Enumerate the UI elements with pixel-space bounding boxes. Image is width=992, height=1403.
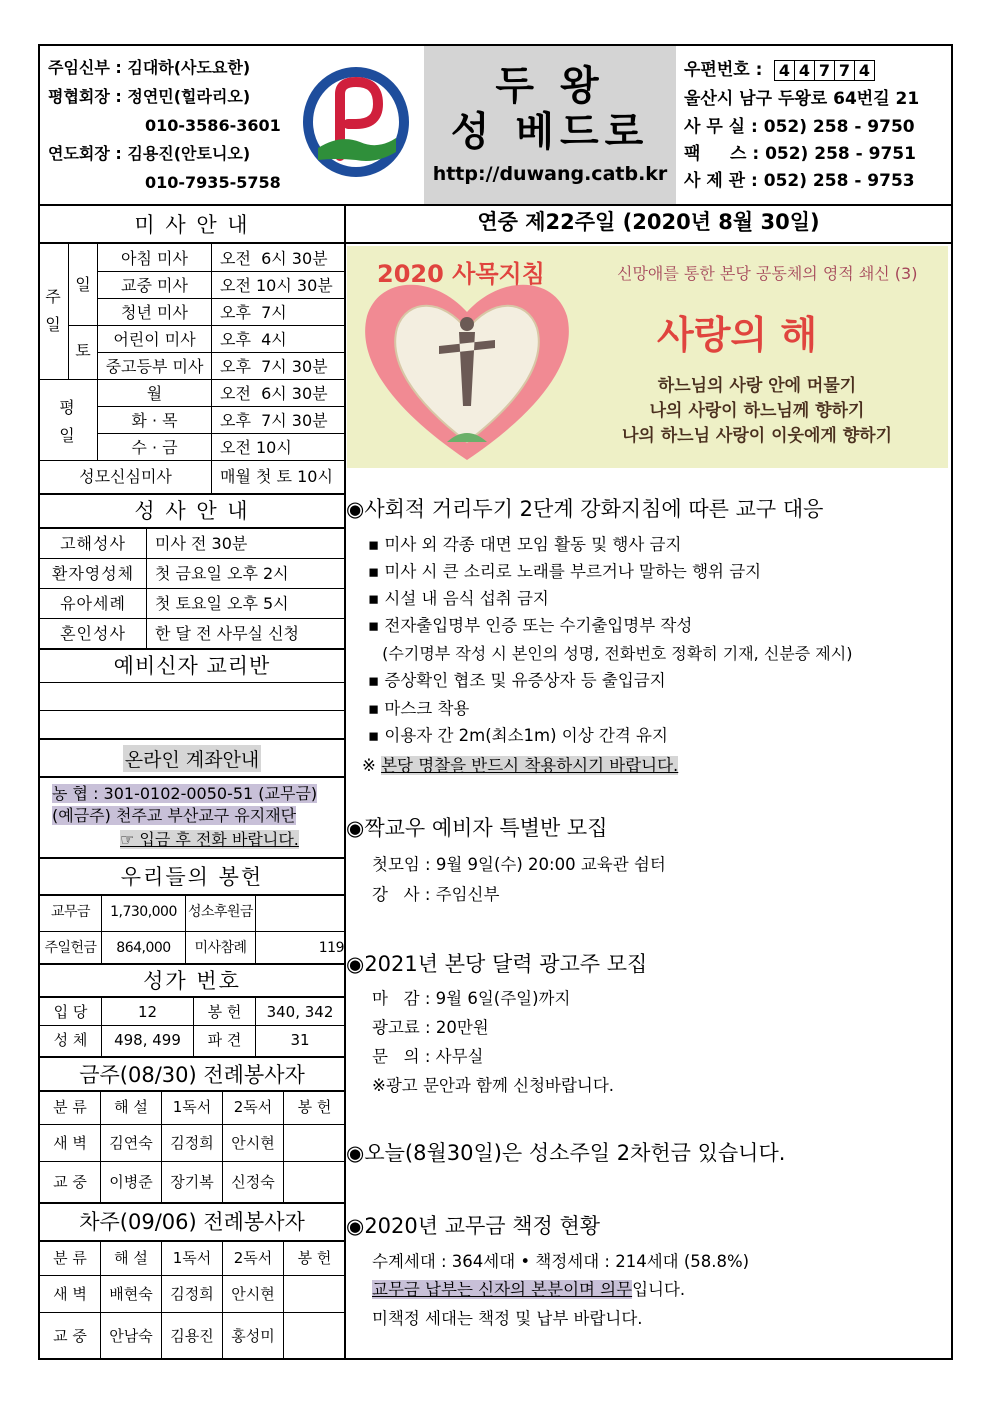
server-cell [284,1162,345,1203]
mass-time: 오전 6시 30분 [220,383,328,403]
banner-line3: 나의 하느님 사랑이 이웃에게 향하기 [621,426,892,446]
notice-5-line: 수계세대 : 364세대 • 책정세대 : 214세대 (58.8%) [372,1252,750,1271]
office-phone: 사 무 실 : 052) 258 - 9750 [684,117,915,137]
notice-1-line: ▪ 증상확인 협조 및 유증상자 등 출입금지 [368,671,666,690]
sacrament-name: 유아세례 [60,593,126,613]
mass-time: 오후 4시 [220,329,287,349]
server-cell: 홍성미 [231,1327,275,1345]
notice-5-duty: 교무금 납부는 신자의 본분이며 의무입니다. [372,1280,686,1299]
mass-name: 중고등부 미사 [105,356,204,376]
weekday-label: 평 일 [59,398,75,445]
offering-cell: 미사참례 [194,939,247,956]
sacrament-name: 환자영성체 [51,563,135,583]
server-cell: 1독서 [172,1248,212,1267]
pastor-line: 주임신부 : 김대하(사도요한) [48,58,251,77]
notice-1-line: ▪ 시설 내 음식 섭취 금지 [368,589,549,608]
notice-1-note: ※ 본당 명찰을 반드시 착용하시기 바랍니다. [362,756,679,775]
zip-digit: 7 [834,60,855,81]
notice-2-line: 첫모임 : 9월 9일(수) 20:00 교육관 쉼터 [372,855,666,874]
mass-name: 청년 미사 [121,302,188,322]
hymn-cell: 파 견 [207,1030,242,1049]
banner-left: 2020 사목지침 [377,260,545,288]
row-divider [98,298,345,299]
offering-cell: 교무금 [50,903,91,920]
hymn-cell: 입 당 [53,1002,88,1021]
server-cell: 해 설 [114,1248,148,1267]
offering-cell [256,896,344,927]
mass-time: 오전 10시 30분 [220,275,333,295]
mass-time: 오후 7시 30분 [220,356,328,376]
server-cell: 신정숙 [231,1173,275,1191]
zip-digit: 4 [794,60,815,81]
row-divider [98,271,345,272]
server-cell: 봉 헌 [297,1098,332,1116]
council-phone: 010-3586-3601 [145,116,281,135]
sun-label: 일 [75,275,91,294]
zip-label: 우편번호 : [684,60,763,80]
server-cell: 2독서 [233,1098,273,1116]
server-cell: 2독서 [233,1248,273,1267]
server-cell: 분 류 [53,1248,87,1267]
parish-title-2: 성 베드로 [450,109,650,155]
mass-name: 어린이 미사 [113,329,196,349]
mass-time: 오전 10시 [220,437,292,457]
mass-name: 교중 미사 [121,275,188,295]
notice-1-heading: ◉사회적 거리두기 2단계 강화지침에 따른 교구 대응 [346,497,824,521]
server-cell: 1독서 [172,1098,212,1116]
mass-title: 미 사 안 내 [134,213,250,237]
account-holder: (예금주) 천주교 부산교구 유지재단 [52,806,297,825]
account-note: ☞ 입금 후 전화 바랍니다. [120,830,299,849]
account-number: 농 협 : 301-0102-0050-51 (교무금) [52,784,318,803]
server-cell: 안시현 [231,1133,275,1152]
server-cell: 안남숙 [109,1327,153,1345]
offering-cell: 주일헌금 [44,939,97,956]
zip-code [775,60,875,81]
notice-1-line: ▪ 미사 시 큰 소리로 노래를 부르거나 말하는 행위 금지 [368,562,762,581]
sacraments-title: 성 사 안 내 [134,499,250,523]
offering-cell: 성소후원금 [187,903,254,920]
banner-sub: 신망애를 통한 본당 공동체의 영적 쇄신 (3) [617,264,918,283]
notice-3-heading: ◉2021년 본당 달력 광고주 모집 [346,952,648,976]
hymn-cell: 340, 342 [266,1002,334,1021]
devotion-mass-time: 매월 첫 토 10시 [220,467,333,486]
server-cell: 새 벽 [53,1133,87,1152]
fax-number: 팩 스 : 052) 258 - 9751 [684,144,916,164]
notice-1-line: ▪ 마스크 착용 [368,699,470,718]
catechumen-title: 예비신자 교리반 [113,654,271,678]
row-divider [98,352,345,353]
sunday-label: 주 일 [45,287,61,334]
mass-name: 아침 미사 [121,248,188,268]
zip-digit: 4 [774,60,795,81]
server-cell: 김정희 [170,1284,214,1303]
mass-time: 오전 6시 30분 [220,248,328,268]
hymn-cell: 12 [137,1002,158,1021]
server-cell: 교 중 [53,1173,87,1191]
sacrament-value: 한 달 전 사무실 신청 [155,623,299,643]
week-title: 연중 제22주일 (2020년 8월 30일) [477,210,820,234]
server-cell: 장기복 [170,1173,214,1191]
council-line: 평협회장 : 정연민(힐라리오) [48,87,251,106]
parish-url[interactable]: http://duwang.catb.kr [432,163,668,185]
sat-label: 토 [75,341,91,360]
sacrament-name: 혼인성사 [60,623,126,643]
sacrament-value: 첫 금요일 오후 2시 [155,563,289,583]
address: 울산시 남구 두왕로 64번길 21 [684,89,920,109]
hymn-title: 성가 번호 [143,969,241,993]
account-title-wrap [40,740,344,776]
server-cell: 김연숙 [109,1133,153,1152]
league-phone: 010-7935-5758 [145,173,281,192]
notice-2-heading: ◉짝교우 예비자 특별반 모집 [346,816,608,840]
server-cell: 김용진 [170,1327,214,1345]
sacrament-value: 첫 토요일 오후 5시 [155,593,289,613]
server-cell [284,1313,345,1360]
notice-3-line: 문 의 : 사무실 [372,1047,484,1066]
hymn-cell: 성 체 [53,1030,88,1049]
pastoral-banner [347,246,948,468]
devotion-mass-name: 성모신심미사 [79,467,172,486]
row-divider [40,588,345,589]
notice-4-heading: ◉오늘(8월30일)은 성소주일 2차헌금 있습니다. [346,1141,786,1165]
offering-cell: 864,000 [116,939,171,956]
server-cell [284,1276,345,1312]
parish-title-1: 두 왕 [495,63,605,109]
banner-line2: 나의 사랑이 하느님께 향하기 [649,401,865,421]
server-cell: 교 중 [53,1327,87,1345]
row-divider [40,558,345,559]
servers-next-title: 차주(09/06) 전례봉사자 [79,1210,305,1234]
row-divider [98,406,345,407]
notice-1-line: (수기명부 작성 시 본인의 성명, 전화번호 정확히 기재, 신분증 제시) [372,644,853,663]
mass-time: 오후 7시 [220,302,287,322]
server-cell: 이병준 [109,1173,153,1191]
notice-3-line: 광고료 : 20만원 [372,1018,489,1037]
notice-1-line: ▪ 전자출입명부 인증 또는 수기출입명부 작성 [368,616,693,635]
rectory-phone: 사 제 관 : 052) 258 - 9753 [684,171,915,191]
server-cell: 새 벽 [53,1284,87,1303]
account-title: 온라인 계좌안내 [123,745,262,772]
parish-logo-icon [300,64,412,182]
server-cell: 안시현 [231,1284,275,1303]
sacrament-value: 미사 전 30분 [155,533,248,553]
offering-cell: 119 [318,939,344,956]
server-cell: 김정희 [170,1133,214,1152]
notice-5-heading: ◉2020년 교무금 책정 현황 [346,1214,601,1238]
server-cell: 분 류 [53,1098,87,1116]
notice-3-line: 마 감 : 9월 6일(주일)까지 [372,989,571,1008]
notice-1-line: ▪ 미사 외 각종 대면 모임 활동 및 행사 금지 [368,535,682,554]
sacrament-name: 고해성사 [60,533,126,553]
mass-time: 오후 7시 30분 [220,410,328,430]
server-cell: 해 설 [114,1098,148,1116]
notice-2-line: 강 사 : 주임신부 [372,885,500,904]
server-cell: 배현숙 [109,1284,153,1303]
row-divider [98,433,345,434]
servers-this-title: 금주(08/30) 전례봉사자 [79,1062,305,1087]
mass-name: 화 · 목 [131,410,178,430]
row-divider [40,618,345,619]
server-cell [284,1125,345,1161]
league-line: 연도회장 : 김용진(안토니오) [48,144,251,163]
offering-cell: 1,730,000 [110,903,177,920]
notice-1-line: ▪ 이용자 간 2m(최소1m) 이상 간격 유지 [368,726,668,745]
notice-5-last: 미책정 세대는 책정 및 납부 바랍니다. [372,1309,643,1328]
hymn-cell: 봉 헌 [207,1002,242,1021]
banner-main: 사랑의 해 [657,313,818,357]
notice-3-line: ※광고 문안과 함께 신청바랍니다. [372,1076,615,1095]
mass-name: 수 · 금 [131,437,178,457]
offering-title: 우리들의 봉헌 [120,865,264,889]
hymn-cell: 498, 499 [114,1030,181,1049]
server-cell: 봉 헌 [297,1248,332,1267]
hymn-cell: 31 [290,1030,310,1049]
zip-digit: 4 [854,60,875,81]
zip-digit: 7 [814,60,835,81]
mass-name: 월 [146,383,163,403]
banner-line1: 하느님의 사랑 안에 머물기 [657,376,857,396]
